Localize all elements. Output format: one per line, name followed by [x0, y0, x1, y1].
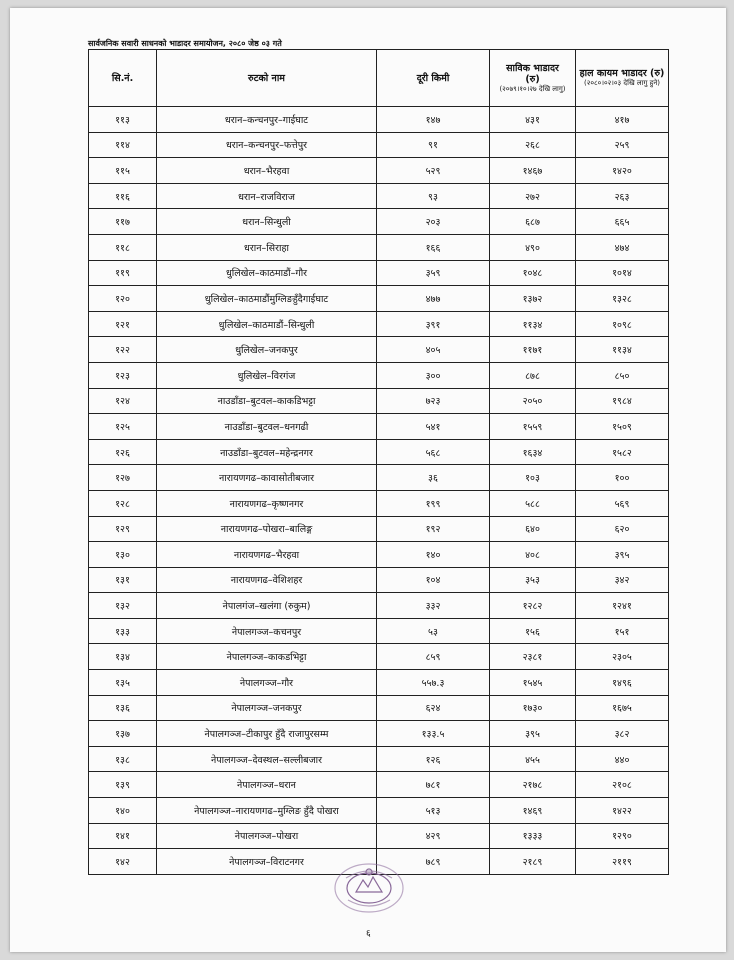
table-row	[89, 311, 669, 337]
cell-new-fare: १२९०	[576, 823, 669, 849]
table-row	[89, 618, 669, 644]
cell-route: नेपालगञ्ज–विराटनगर	[157, 849, 377, 875]
cell-sn: १२४	[89, 388, 157, 414]
cell-new-fare: १५८२	[576, 439, 669, 465]
table-row	[89, 362, 669, 388]
table-row	[89, 465, 669, 491]
cell-new-fare: २६३	[576, 183, 669, 209]
table-row	[89, 695, 669, 721]
cell-new-fare: ४४०	[576, 746, 669, 772]
cell-new-fare: १४९६	[576, 670, 669, 696]
table-body	[89, 107, 669, 875]
cell-new-fare: २३०५	[576, 644, 669, 670]
cell-old-fare: १७३०	[490, 695, 576, 721]
cell-sn: १३८	[89, 746, 157, 772]
table-row	[89, 746, 669, 772]
cell-route: धरान–कन्चनपुर–फत्तेपुर	[157, 132, 377, 158]
table-row	[89, 260, 669, 286]
government-seal-icon	[332, 862, 406, 914]
header-old-fare-label: साविक भाडादर	[506, 62, 559, 74]
cell-sn: १३५	[89, 670, 157, 696]
header-distance: दूरी किमी	[377, 50, 490, 107]
table-row	[89, 209, 669, 235]
cell-old-fare: ४०८	[490, 542, 576, 568]
cell-new-fare: १०९८	[576, 311, 669, 337]
table-row	[89, 593, 669, 619]
cell-old-fare: १५६	[490, 618, 576, 644]
table-row	[89, 772, 669, 798]
cell-sn: १२८	[89, 490, 157, 516]
cell-route: धुलिखेल–विरगंज	[157, 362, 377, 388]
cell-distance: ५१३	[377, 798, 490, 824]
cell-route: धरान–सिराहा	[157, 234, 377, 260]
cell-sn: ११९	[89, 260, 157, 286]
cell-sn: १३६	[89, 695, 157, 721]
cell-new-fare: ६६५	[576, 209, 669, 235]
cell-new-fare: १९८४	[576, 388, 669, 414]
cell-old-fare: ६८७	[490, 209, 576, 235]
table-row	[89, 286, 669, 312]
table-row	[89, 567, 669, 593]
cell-sn: १३९	[89, 772, 157, 798]
cell-new-fare: ३८२	[576, 721, 669, 747]
table-row	[89, 388, 669, 414]
cell-new-fare: ३४२	[576, 567, 669, 593]
table-row	[89, 337, 669, 363]
table-row	[89, 644, 669, 670]
cell-distance: १६६	[377, 234, 490, 260]
table-header-row	[89, 50, 669, 107]
cell-distance: ५४१	[377, 414, 490, 440]
cell-distance: १०४	[377, 567, 490, 593]
cell-old-fare: ४५५	[490, 746, 576, 772]
cell-distance: ३३२	[377, 593, 490, 619]
cell-route: धुलिखेल–काठमाडौं–गौर	[157, 260, 377, 286]
cell-sn: १२७	[89, 465, 157, 491]
cell-distance: ३६	[377, 465, 490, 491]
cell-new-fare: ६२०	[576, 516, 669, 542]
cell-route: धुलिखेल–काठमाडौंमुग्लिङहुँदैगाईघाट	[157, 286, 377, 312]
cell-new-fare: १४२०	[576, 158, 669, 184]
cell-distance: ७२३	[377, 388, 490, 414]
cell-route: नारायणगढ–भैरहवा	[157, 542, 377, 568]
header-new-fare-label: हाल कायम भाडादर (रु)	[579, 68, 665, 79]
table-row	[89, 132, 669, 158]
cell-route: नेपालगञ्ज–टीकापुर हुँदै राजापुरसम्म	[157, 721, 377, 747]
cell-distance: २०३	[377, 209, 490, 235]
cell-sn: १२२	[89, 337, 157, 363]
document-heading: सार्वजनिक सवारी साधनको भाडादर समायोजन, २०८० जेष्ठ ०३ गते	[88, 39, 282, 48]
cell-old-fare: १६३४	[490, 439, 576, 465]
cell-sn: १४१	[89, 823, 157, 849]
cell-route: नेपालगञ्ज–नारायणगढ–मुग्लिङ हुँदै पोखरा	[157, 798, 377, 824]
cell-distance: ६२४	[377, 695, 490, 721]
table-row	[89, 439, 669, 465]
cell-distance: ५२९	[377, 158, 490, 184]
cell-new-fare: १४२२	[576, 798, 669, 824]
cell-old-fare: १३३३	[490, 823, 576, 849]
cell-route: धरान–राजविराज	[157, 183, 377, 209]
cell-distance: ४७७	[377, 286, 490, 312]
cell-route: धुलिखेल–जनकपुर	[157, 337, 377, 363]
table-row	[89, 183, 669, 209]
cell-distance: ८५९	[377, 644, 490, 670]
cell-route: नेपालगंज–खलंगा (रुकुम)	[157, 593, 377, 619]
cell-old-fare: २७२	[490, 183, 576, 209]
cell-sn: १३२	[89, 593, 157, 619]
cell-old-fare: ५८८	[490, 490, 576, 516]
header-old-fare-unit: (रु)	[525, 73, 540, 85]
table-row	[89, 490, 669, 516]
cell-route: धरान–सिन्धुली	[157, 209, 377, 235]
cell-new-fare: ८५०	[576, 362, 669, 388]
table-row	[89, 234, 669, 260]
cell-distance: १२६	[377, 746, 490, 772]
cell-new-fare: १०१४	[576, 260, 669, 286]
cell-old-fare: २६८	[490, 132, 576, 158]
cell-new-fare: १५०९	[576, 414, 669, 440]
cell-new-fare: ४१७	[576, 107, 669, 133]
cell-sn: १२६	[89, 439, 157, 465]
cell-old-fare: ६४०	[490, 516, 576, 542]
cell-route: नेपालगञ्ज–धरान	[157, 772, 377, 798]
cell-old-fare: १४६९	[490, 798, 576, 824]
cell-old-fare: ११३४	[490, 311, 576, 337]
cell-new-fare: ४७४	[576, 234, 669, 260]
cell-distance: ९३	[377, 183, 490, 209]
cell-old-fare: २१८९	[490, 849, 576, 875]
cell-sn: १३१	[89, 567, 157, 593]
fare-table	[88, 49, 669, 875]
cell-sn: ११३	[89, 107, 157, 133]
cell-sn: १२३	[89, 362, 157, 388]
page-number: ६	[366, 929, 371, 939]
header-old-fare-note: (२०७९।१०।२७ देखि लागु)	[499, 84, 566, 93]
cell-new-fare: १३२८	[576, 286, 669, 312]
cell-route: नेपालगञ्ज–देवस्थल–सल्लीबजार	[157, 746, 377, 772]
cell-route: नेपालगञ्ज–पोखरा	[157, 823, 377, 849]
cell-distance: ५३	[377, 618, 490, 644]
cell-new-fare: १००	[576, 465, 669, 491]
document-page	[10, 8, 726, 952]
cell-distance: ५६८	[377, 439, 490, 465]
cell-sn: १२९	[89, 516, 157, 542]
cell-new-fare: २११९	[576, 849, 669, 875]
cell-route: नाउडाँडा–बुटवल–धनगढी	[157, 414, 377, 440]
cell-new-fare: ११३४	[576, 337, 669, 363]
cell-new-fare: २५९	[576, 132, 669, 158]
cell-route: नारायणगढ–कृष्णनगर	[157, 490, 377, 516]
cell-distance: ४२९	[377, 823, 490, 849]
cell-route: नेपालगञ्ज–गौर	[157, 670, 377, 696]
cell-old-fare: ३५३	[490, 567, 576, 593]
cell-new-fare: १५१	[576, 618, 669, 644]
cell-old-fare: ११७१	[490, 337, 576, 363]
cell-distance: ४०५	[377, 337, 490, 363]
cell-sn: ११७	[89, 209, 157, 235]
header-sn: सि.नं.	[89, 50, 157, 107]
cell-sn: १२५	[89, 414, 157, 440]
cell-old-fare: १०४८	[490, 260, 576, 286]
cell-old-fare: १५४५	[490, 670, 576, 696]
cell-route: धरान–कन्चनपुर–गाईघाट	[157, 107, 377, 133]
table-row	[89, 158, 669, 184]
header-route: रुटको नाम	[157, 50, 377, 107]
cell-route: नारायणगढ–वेशिशहर	[157, 567, 377, 593]
table-row	[89, 721, 669, 747]
cell-sn: १३४	[89, 644, 157, 670]
cell-sn: १३३	[89, 618, 157, 644]
cell-new-fare: ३९५	[576, 542, 669, 568]
table-row	[89, 516, 669, 542]
cell-sn: ११८	[89, 234, 157, 260]
cell-route: धुलिखेल–काठमाडौं–सिन्धुली	[157, 311, 377, 337]
cell-distance: ३५९	[377, 260, 490, 286]
cell-route: धरान–भैरहवा	[157, 158, 377, 184]
cell-sn: १२०	[89, 286, 157, 312]
cell-old-fare: १०३	[490, 465, 576, 491]
cell-old-fare: ८७८	[490, 362, 576, 388]
cell-new-fare: १६७५	[576, 695, 669, 721]
cell-distance: ३००	[377, 362, 490, 388]
cell-route: नेपालगञ्ज–जनकपुर	[157, 695, 377, 721]
cell-new-fare: १२४१	[576, 593, 669, 619]
cell-distance: १९२	[377, 516, 490, 542]
cell-route: नाउडाँडा–बुटवल–महेन्द्रनगर	[157, 439, 377, 465]
cell-sn: ११५	[89, 158, 157, 184]
cell-sn: ११६	[89, 183, 157, 209]
cell-sn: १३७	[89, 721, 157, 747]
cell-old-fare: १३७२	[490, 286, 576, 312]
cell-route: नारायणगढ–पोखरा–बालिङ्ग	[157, 516, 377, 542]
cell-old-fare: २१७८	[490, 772, 576, 798]
cell-new-fare: २१०८	[576, 772, 669, 798]
cell-distance: १९९	[377, 490, 490, 516]
cell-distance: १४७	[377, 107, 490, 133]
header-new-fare-note: (२०८०।०२।०३ देखि लागु हुने)	[584, 79, 660, 87]
cell-new-fare: ५६९	[576, 490, 669, 516]
cell-old-fare: ४९०	[490, 234, 576, 260]
cell-distance: ७८१	[377, 772, 490, 798]
cell-route: नारायणगढ–कावासोतीबजार	[157, 465, 377, 491]
cell-old-fare: १५५९	[490, 414, 576, 440]
table-row	[89, 670, 669, 696]
table-row	[89, 107, 669, 133]
cell-distance: ९१	[377, 132, 490, 158]
cell-old-fare: २०५०	[490, 388, 576, 414]
cell-sn: १२१	[89, 311, 157, 337]
cell-old-fare: २३८१	[490, 644, 576, 670]
table-row	[89, 798, 669, 824]
header-new-fare	[576, 50, 669, 107]
cell-old-fare: ४३१	[490, 107, 576, 133]
table-row	[89, 414, 669, 440]
cell-distance: १३३.५	[377, 721, 490, 747]
cell-route: नेपालगञ्ज–काकडभिट्टा	[157, 644, 377, 670]
cell-old-fare: १४६७	[490, 158, 576, 184]
table-row	[89, 823, 669, 849]
cell-sn: १४२	[89, 849, 157, 875]
cell-old-fare: १२८२	[490, 593, 576, 619]
cell-distance: ७८९	[377, 849, 490, 875]
cell-sn: १४०	[89, 798, 157, 824]
cell-old-fare: ३९५	[490, 721, 576, 747]
cell-distance: १४०	[377, 542, 490, 568]
cell-route: नेपालगञ्ज–कचनपुर	[157, 618, 377, 644]
cell-route: नाउडाँडा–बुटवल–काकडिभट्टा	[157, 388, 377, 414]
cell-sn: ११४	[89, 132, 157, 158]
cell-distance: ३९१	[377, 311, 490, 337]
cell-sn: १३०	[89, 542, 157, 568]
header-old-fare	[490, 50, 576, 107]
cell-distance: ५५७.३	[377, 670, 490, 696]
table-row	[89, 542, 669, 568]
